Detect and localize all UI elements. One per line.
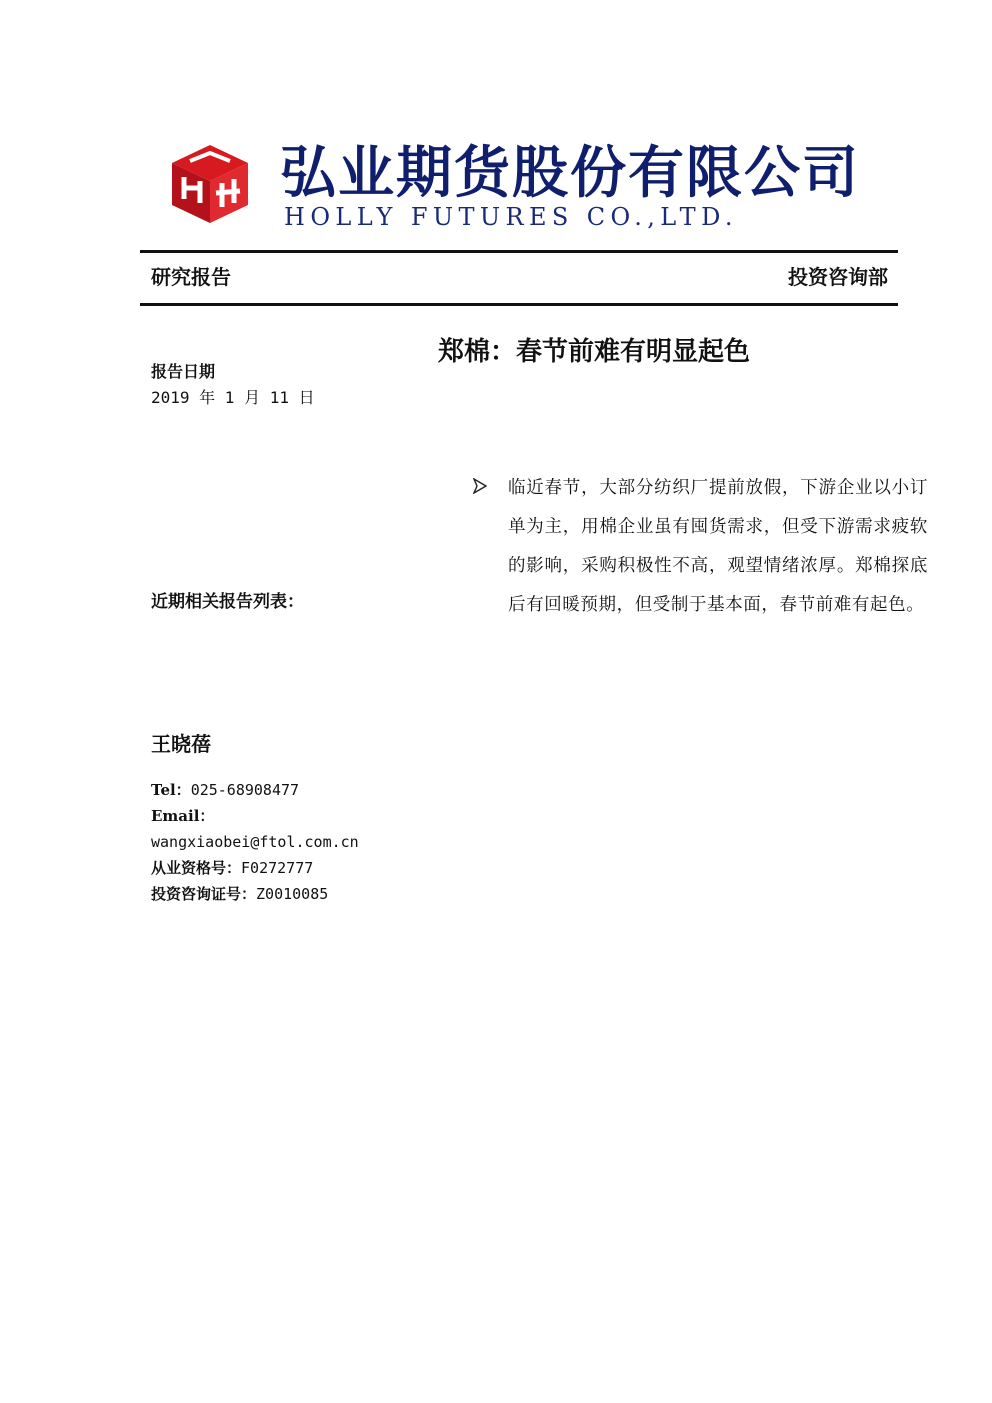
report-title: 郑棉：春节前难有明显起色	[438, 337, 751, 367]
email-label: Email：	[151, 807, 215, 825]
qualification-value: F0272777	[241, 859, 314, 877]
arrow-bullet-icon	[473, 478, 487, 500]
doc-type-label: 研究报告	[151, 265, 231, 289]
company-name-en: HOLLY FUTURES CO.,LTD.	[284, 203, 738, 231]
analyst-qualification	[151, 858, 313, 878]
company-name-cn: 弘业期货股份有限公司	[280, 140, 860, 206]
department-label: 投资咨询部	[788, 265, 888, 289]
company-logo-icon	[170, 141, 250, 225]
header-top-rule	[140, 250, 898, 253]
qualification-label: 从业资格号：	[151, 859, 242, 877]
summary-paragraph: 临近春节，大部分纺织厂提前放假，下游企业以小订单为主，用棉企业虽有囤货需求，但受下游需求疲软的影响，采购积极性不高，观望情绪浓厚。郑棉探底后有回暖预期，但受制于基本面，春节前难有起色。	[508, 478, 928, 615]
header-bottom-rule	[140, 303, 898, 306]
analyst-email[interactable]: wangxiaobei@ftol.com.cn	[151, 833, 359, 851]
consulting-cert-value: Z0010085	[256, 885, 329, 903]
report-date-value: 2019 年 1 月 11 日	[151, 388, 315, 407]
analyst-consulting-cert	[151, 884, 328, 904]
analyst-tel	[151, 780, 299, 800]
report-date-label: 报告日期	[151, 362, 216, 381]
tel-label: Tel：	[151, 781, 191, 799]
consulting-cert-label: 投资咨询证号：	[151, 885, 257, 903]
analyst-email-label-row	[151, 806, 214, 826]
tel-value: 025-68908477	[190, 781, 300, 799]
related-reports-label: 近期相关报告列表：	[151, 592, 304, 612]
analyst-name: 王晓蓓	[151, 732, 211, 756]
